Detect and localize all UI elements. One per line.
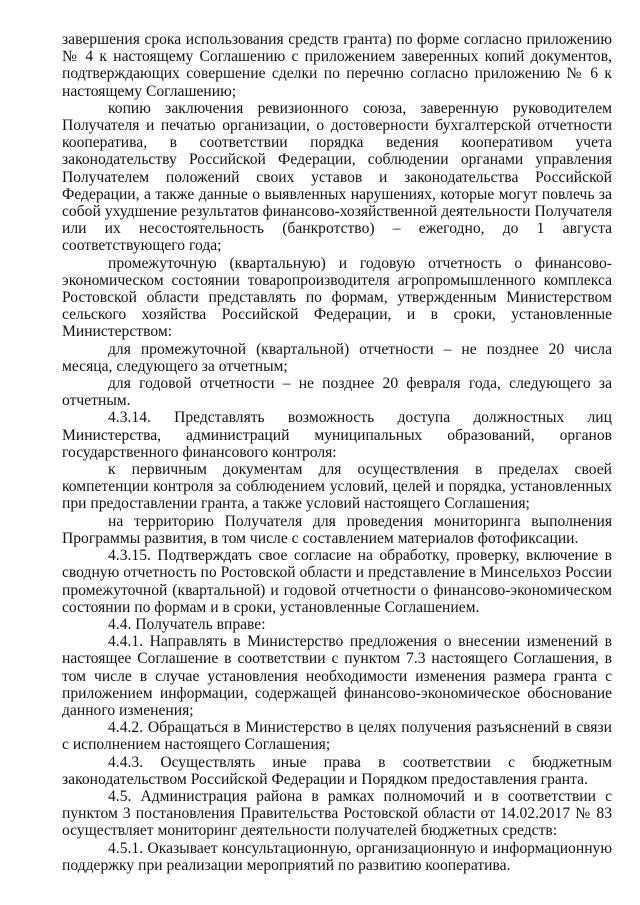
- paragraph-report-continuation: завершения срока использования средств гранта) по форме согласно приложению № 4 к настоящему Соглашению с приложением заверенных копий документов, подтверждающих совершение сделки по перечню согласно приложению № 6 к настоящему Соглашению;: [62, 31, 612, 100]
- paragraph-quarterly-deadline: для промежуточной (квартальной) отчетности – не позднее 20 числа месяца, следующего за отчетным;: [62, 340, 612, 375]
- clause-4-5: 4.5. Администрация района в рамках полномочий и в соответствии с пунктом 3 постановления Правительства Ростовской области от 14.02.2017 № 83 осуществляет мониторинг деятельности получателей бюджетных средств:: [62, 787, 612, 840]
- clause-4-3-14: 4.3.14. Представлять возможность доступа должностных лиц Министерства, администраций муниципальных образований, органов государственного финансового контроля:: [62, 409, 612, 461]
- clause-4-4-2: 4.4.2. Обращаться в Министерство в целях получения разъяснений в связи с исполнением настоящего Соглашения;: [62, 719, 612, 754]
- clause-4-3-15: 4.3.15. Подтверждать свое согласие на обработку, проверку, включение в сводную отчетность по Ростовской области и представление в Минсельхоз России промежуточной (квартальной) и годовой отчетности о финансово-экономическом состоянии по формам и в сроки, установленные Соглашением.: [62, 547, 612, 616]
- paragraph-primary-docs: к первичным документам для осуществления в пределах своей компетенции контроля за соблюдением условий, целей и порядка, установленных при предоставлении гранта, а также условий настоящего Соглашения;: [62, 461, 612, 513]
- clause-4-4: 4.4. Получатель вправе:: [108, 615, 266, 633]
- paragraph-audit-copy: копию заключения ревизионного союза, заверенную руководителем Получателя и печатью организации, о достоверности бухгалтерской отчетности кооператива, в соответствии порядка ведения кооперативом учета законодательству Российской Федерации, соблюдении органами управления Получателем положений своих уставов и законодательства Российской Федерации, а также данные о выявленных нарушениях, которые могут повлечь за собой ухудшение результатов финансово-хозяйственной деятельности Получателя или их несостоятельность (банкротство) – ежегодно, до 1 августа соответствующего года;: [62, 99, 612, 255]
- paragraph-annual-deadline: для годовой отчетности – не позднее 20 февраля года, следующего за отчетным.: [62, 375, 612, 410]
- clause-4-4-3: 4.4.3. Осуществлять иные права в соответствии с бюджетным законодательством Российской Федерации и Порядком предоставления гранта.: [62, 753, 612, 788]
- clause-4-4-1: 4.4.1. Направлять в Министерство предложения о внесении изменений в настоящее Соглашение в соответствии с пунктом 7.3 настоящего Соглашения, в том числе в случае установления необходимости изменения размера гранта с приложением информации, содержащей финансово-экономическое обоснование данного изменения;: [62, 633, 612, 719]
- paragraph-interim-reporting: промежуточную (квартальную) и годовую отчетность о финансово-экономическом состоянии товаропроизводителя агропромышленного комплекса Ростовской области представлять по формам, утвержденным Министерством сельского хозяйства Российской Федерации, и в сроки, установленные Министерством:: [62, 254, 612, 341]
- paragraph-territory-access: на территорию Получателя для проведения мониторинга выполнения Программы развития, в том числе с составлением материалов фотофиксации.: [62, 512, 612, 547]
- clause-4-5-1: 4.5.1. Оказывает консультационную, организационную и информационную поддержку при реализации мероприятий по развитию кооператива.: [62, 839, 612, 874]
